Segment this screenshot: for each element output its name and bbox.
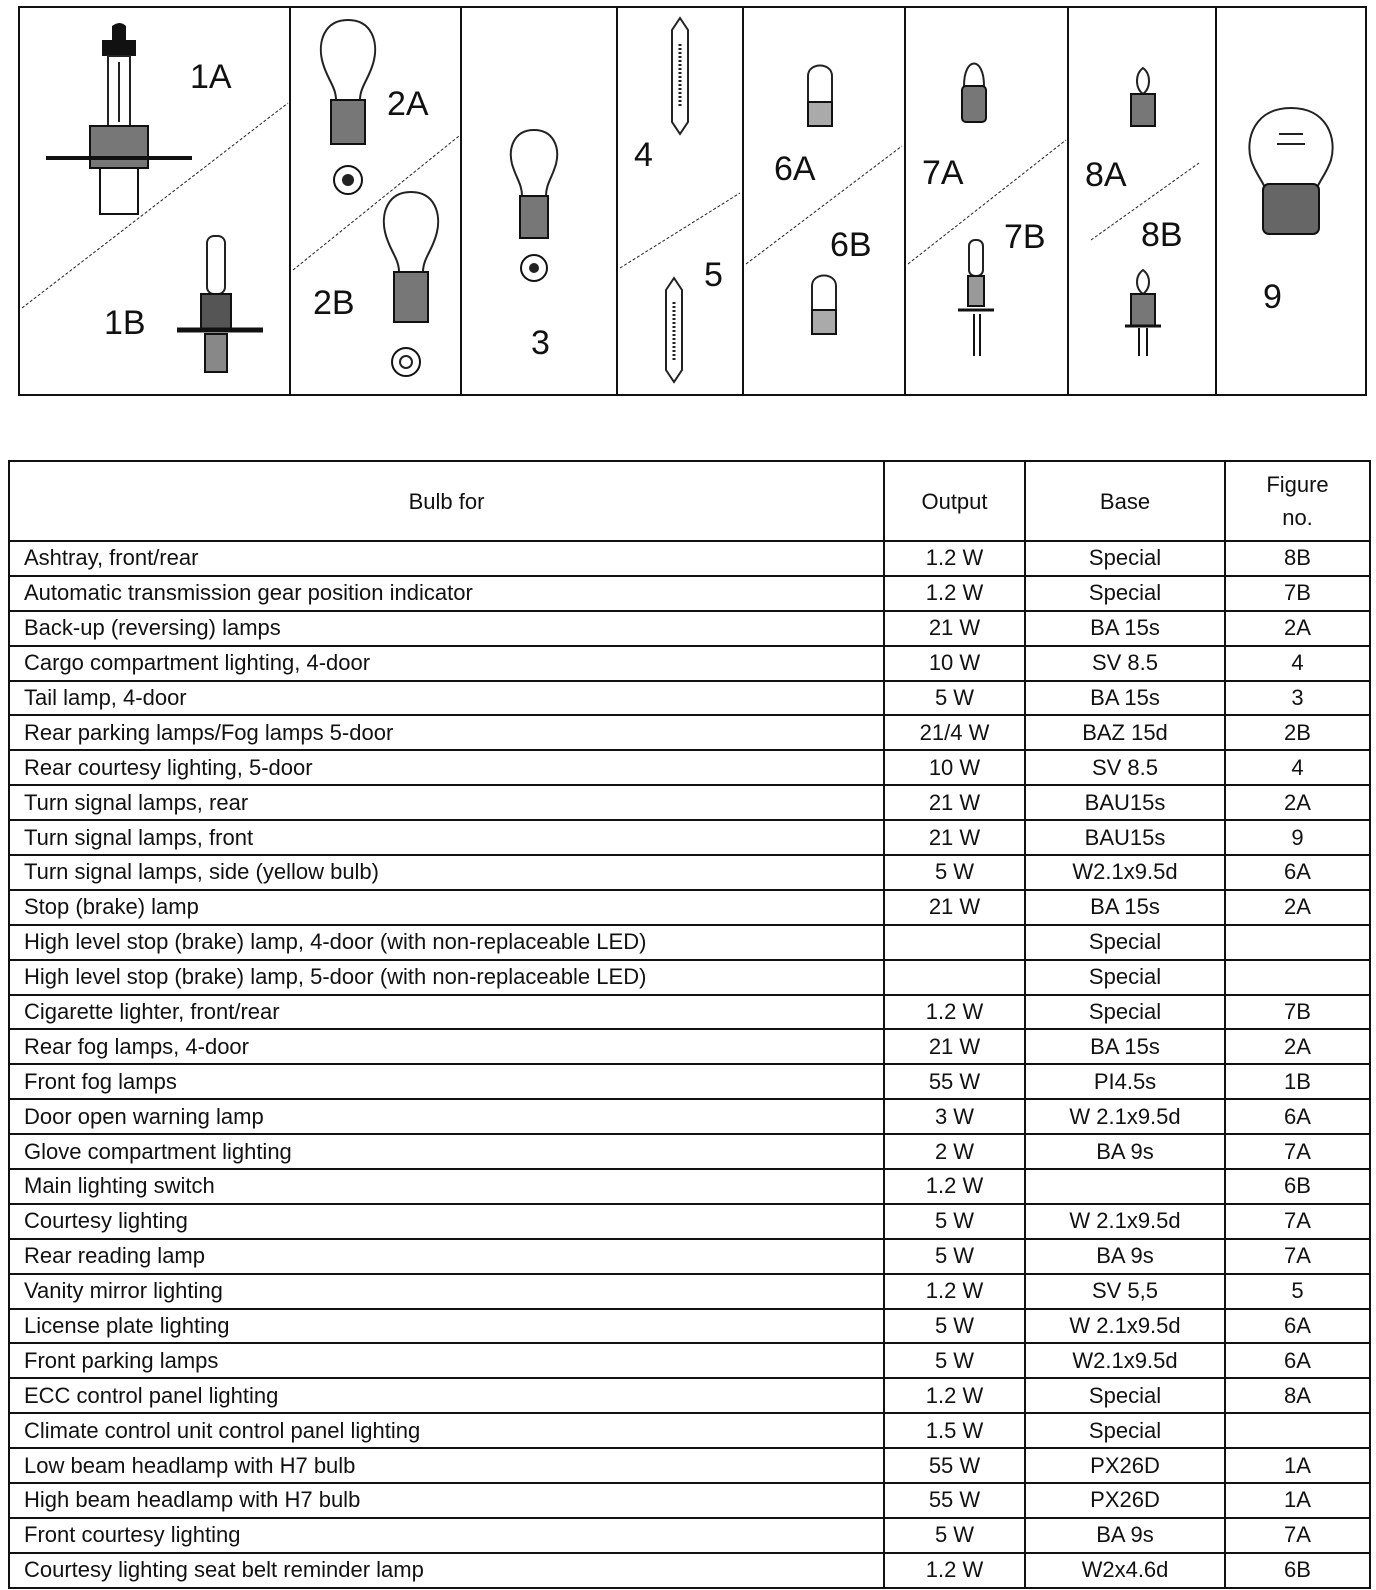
table-row	[9, 995, 1370, 1030]
cell-base: W2.1x9.5d	[1025, 1343, 1225, 1378]
cell-base: BA 15s	[1025, 1029, 1225, 1064]
cell-base: BA 15s	[1025, 681, 1225, 716]
bulb-7a-icon	[956, 52, 992, 128]
cell-output: 21 W	[884, 890, 1025, 925]
figure-cell-4	[618, 8, 744, 394]
bulb-6a-icon	[800, 52, 840, 132]
bulb-8b-icon	[1121, 266, 1165, 361]
figure-label-3: 3	[531, 324, 550, 362]
bulb-6b-icon	[804, 264, 844, 344]
table-row	[9, 1343, 1370, 1378]
bulb-7b-icon	[956, 236, 996, 361]
cell-figure-no: 2A	[1225, 611, 1370, 646]
bulb-4-icon	[660, 16, 700, 136]
cell-bulb-for: Rear courtesy lighting, 5-door	[9, 750, 884, 785]
bulb-figure-strip	[18, 6, 1367, 396]
cell-bulb-for: High beam headlamp with H7 bulb	[9, 1483, 884, 1518]
figure-label-7b: 7B	[1004, 218, 1046, 256]
cell-base: BA 9s	[1025, 1518, 1225, 1553]
cell-bulb-for: High level stop (brake) lamp, 4-door (with non-replaceable LED)	[9, 925, 884, 960]
cell-output: 21 W	[884, 785, 1025, 820]
table-row	[9, 1518, 1370, 1553]
table-header-row	[9, 461, 1370, 541]
cell-figure-no: 8A	[1225, 1378, 1370, 1413]
cell-output: 1.5 W	[884, 1413, 1025, 1448]
figure-label-6a: 6A	[774, 150, 816, 188]
cell-base: W 2.1x9.5d	[1025, 1099, 1225, 1134]
table-row	[9, 925, 1370, 960]
cell-output: 1.2 W	[884, 995, 1025, 1030]
cell-figure-no: 2A	[1225, 1029, 1370, 1064]
bulb-2b-icon	[376, 188, 446, 383]
cell-bulb-for: Main lighting switch	[9, 1169, 884, 1204]
cell-output: 21 W	[884, 820, 1025, 855]
figure-label-2b: 2B	[313, 284, 355, 322]
cell-figure-no: 2B	[1225, 715, 1370, 750]
cell-bulb-for: High level stop (brake) lamp, 5-door (with non-replaceable LED)	[9, 960, 884, 995]
cell-base: W 2.1x9.5d	[1025, 1309, 1225, 1344]
cell-base: BAU15s	[1025, 785, 1225, 820]
table-row	[9, 681, 1370, 716]
cell-output: 5 W	[884, 1239, 1025, 1274]
table-row	[9, 1413, 1370, 1448]
cell-bulb-for: Back-up (reversing) lamps	[9, 611, 884, 646]
cell-bulb-for: Vanity mirror lighting	[9, 1274, 884, 1309]
table-row	[9, 646, 1370, 681]
cell-output: 5 W	[884, 1518, 1025, 1553]
cell-output: 55 W	[884, 1483, 1025, 1518]
table-row	[9, 890, 1370, 925]
cell-figure-no: 1B	[1225, 1064, 1370, 1099]
cell-base: BA 15s	[1025, 890, 1225, 925]
cell-bulb-for: Low beam headlamp with H7 bulb	[9, 1448, 884, 1483]
figure-label-2a: 2A	[387, 85, 429, 123]
bulb-3-icon	[504, 126, 564, 296]
cell-base	[1025, 1169, 1225, 1204]
cell-bulb-for: Turn signal lamps, rear	[9, 785, 884, 820]
cell-bulb-for: Rear reading lamp	[9, 1239, 884, 1274]
cell-bulb-for: Climate control unit control panel lighting	[9, 1413, 884, 1448]
cell-figure-no: 2A	[1225, 890, 1370, 925]
cell-figure-no: 2A	[1225, 785, 1370, 820]
cell-output: 55 W	[884, 1064, 1025, 1099]
figure-cell-1	[20, 8, 291, 394]
bulb-5-icon	[654, 276, 694, 386]
cell-output: 1.2 W	[884, 1378, 1025, 1413]
cell-figure-no: 7A	[1225, 1239, 1370, 1274]
cell-base: Special	[1025, 960, 1225, 995]
figure-cell-9	[1217, 8, 1365, 394]
cell-output	[884, 960, 1025, 995]
bulb-2a-icon	[313, 16, 383, 201]
cell-bulb-for: Front fog lamps	[9, 1064, 884, 1099]
cell-base: PX26D	[1025, 1483, 1225, 1518]
cell-bulb-for: Door open warning lamp	[9, 1099, 884, 1134]
cell-bulb-for: Cargo compartment lighting, 4-door	[9, 646, 884, 681]
cell-base: Special	[1025, 1378, 1225, 1413]
cell-figure-no: 4	[1225, 750, 1370, 785]
table-row	[9, 855, 1370, 890]
figure-cell-7	[906, 8, 1069, 394]
cell-bulb-for: Front parking lamps	[9, 1343, 884, 1378]
table-body	[9, 541, 1370, 1588]
figure-label-8b: 8B	[1141, 216, 1183, 254]
cell-output: 1.2 W	[884, 576, 1025, 611]
cell-figure-no: 7A	[1225, 1204, 1370, 1239]
figure-label-4: 4	[634, 136, 653, 174]
table-row	[9, 1029, 1370, 1064]
cell-figure-no: 4	[1225, 646, 1370, 681]
cell-base: Special	[1025, 995, 1225, 1030]
cell-output: 10 W	[884, 750, 1025, 785]
header-base: Base	[1025, 461, 1225, 541]
cell-output: 55 W	[884, 1448, 1025, 1483]
cell-base: W2x4.6d	[1025, 1553, 1225, 1588]
cell-base: PI4.5s	[1025, 1064, 1225, 1099]
header-figure-no	[1225, 461, 1370, 541]
header-figure-line2: no.	[1282, 505, 1313, 530]
cell-base: BA 9s	[1025, 1134, 1225, 1169]
header-output: Output	[884, 461, 1025, 541]
table-row	[9, 1134, 1370, 1169]
figure-label-9: 9	[1263, 278, 1282, 316]
cell-bulb-for: License plate lighting	[9, 1309, 884, 1344]
cell-base: BA 15s	[1025, 611, 1225, 646]
cell-figure-no: 7B	[1225, 576, 1370, 611]
cell-figure-no	[1225, 960, 1370, 995]
cell-bulb-for: Stop (brake) lamp	[9, 890, 884, 925]
cell-figure-no: 5	[1225, 1274, 1370, 1309]
cell-bulb-for: Front courtesy lighting	[9, 1518, 884, 1553]
cell-bulb-for: Rear fog lamps, 4-door	[9, 1029, 884, 1064]
table-row	[9, 1483, 1370, 1518]
cell-output: 1.2 W	[884, 1169, 1025, 1204]
cell-bulb-for: Tail lamp, 4-door	[9, 681, 884, 716]
table-row	[9, 1553, 1370, 1588]
cell-figure-no: 6B	[1225, 1553, 1370, 1588]
cell-base: Special	[1025, 1413, 1225, 1448]
cell-output: 5 W	[884, 1343, 1025, 1378]
bulb-9-icon	[1243, 104, 1339, 244]
figure-label-7a: 7A	[922, 154, 964, 192]
table-row	[9, 1448, 1370, 1483]
cell-base: Special	[1025, 576, 1225, 611]
figure-label-8a: 8A	[1085, 156, 1127, 194]
table-row	[9, 1239, 1370, 1274]
cell-output: 5 W	[884, 1309, 1025, 1344]
cell-figure-no: 7A	[1225, 1134, 1370, 1169]
table-row	[9, 820, 1370, 855]
table-row	[9, 1309, 1370, 1344]
figure-cell-2	[291, 8, 462, 394]
cell-figure-no	[1225, 1413, 1370, 1448]
table-row	[9, 541, 1370, 576]
figure-cell-6	[744, 8, 906, 394]
cell-base: SV 5,5	[1025, 1274, 1225, 1309]
table-row	[9, 611, 1370, 646]
table-row	[9, 1274, 1370, 1309]
cell-output: 21/4 W	[884, 715, 1025, 750]
cell-figure-no: 9	[1225, 820, 1370, 855]
cell-output	[884, 925, 1025, 960]
cell-bulb-for: ECC control panel lighting	[9, 1378, 884, 1413]
cell-output: 5 W	[884, 855, 1025, 890]
bulb-specification-table	[8, 460, 1371, 1589]
figure-cell-3	[462, 8, 618, 394]
figure-cell-8	[1069, 8, 1217, 394]
figure-label-6b: 6B	[830, 226, 872, 264]
figure-label-1b: 1B	[104, 304, 146, 342]
cell-base: Special	[1025, 541, 1225, 576]
header-bulb-for: Bulb for	[9, 461, 884, 541]
cell-output: 2 W	[884, 1134, 1025, 1169]
cell-bulb-for: Ashtray, front/rear	[9, 541, 884, 576]
cell-output: 3 W	[884, 1099, 1025, 1134]
table-row	[9, 1378, 1370, 1413]
cell-bulb-for: Rear parking lamps/Fog lamps 5-door	[9, 715, 884, 750]
table-row	[9, 576, 1370, 611]
figure-label-1a: 1A	[190, 58, 232, 96]
cell-base: PX26D	[1025, 1448, 1225, 1483]
cell-base: W 2.1x9.5d	[1025, 1204, 1225, 1239]
cell-output: 21 W	[884, 1029, 1025, 1064]
table-row	[9, 750, 1370, 785]
cell-output: 1.2 W	[884, 1553, 1025, 1588]
table-row	[9, 715, 1370, 750]
bulb-1b-icon	[175, 230, 265, 380]
cell-figure-no: 1A	[1225, 1483, 1370, 1518]
cell-figure-no: 6A	[1225, 1309, 1370, 1344]
cell-figure-no: 1A	[1225, 1448, 1370, 1483]
cell-bulb-for: Courtesy lighting seat belt reminder lamp	[9, 1553, 884, 1588]
table-row	[9, 960, 1370, 995]
cell-base: SV 8.5	[1025, 646, 1225, 681]
cell-output: 5 W	[884, 1204, 1025, 1239]
table-row	[9, 785, 1370, 820]
cell-output: 5 W	[884, 681, 1025, 716]
cell-bulb-for: Turn signal lamps, side (yellow bulb)	[9, 855, 884, 890]
cell-output: 10 W	[884, 646, 1025, 681]
cell-figure-no: 8B	[1225, 541, 1370, 576]
cell-figure-no: 6A	[1225, 1343, 1370, 1378]
bulb-1a-icon	[42, 18, 192, 218]
header-figure-line1: Figure	[1266, 472, 1329, 497]
cell-base: W2.1x9.5d	[1025, 855, 1225, 890]
cell-figure-no: 6A	[1225, 1099, 1370, 1134]
cell-output: 1.2 W	[884, 1274, 1025, 1309]
table-row	[9, 1099, 1370, 1134]
cell-base: SV 8.5	[1025, 750, 1225, 785]
cell-output: 1.2 W	[884, 541, 1025, 576]
cell-bulb-for: Automatic transmission gear position indicator	[9, 576, 884, 611]
cell-figure-no	[1225, 925, 1370, 960]
cell-base: BA 9s	[1025, 1239, 1225, 1274]
cell-base: Special	[1025, 925, 1225, 960]
cell-figure-no: 7B	[1225, 995, 1370, 1030]
cell-figure-no: 6B	[1225, 1169, 1370, 1204]
cell-output: 21 W	[884, 611, 1025, 646]
cell-bulb-for: Turn signal lamps, front	[9, 820, 884, 855]
table-row	[9, 1064, 1370, 1099]
cell-base: BAU15s	[1025, 820, 1225, 855]
cell-figure-no: 7A	[1225, 1518, 1370, 1553]
bulb-8a-icon	[1123, 64, 1163, 134]
table-row	[9, 1169, 1370, 1204]
cell-bulb-for: Glove compartment lighting	[9, 1134, 884, 1169]
cell-figure-no: 6A	[1225, 855, 1370, 890]
cell-bulb-for: Cigarette lighter, front/rear	[9, 995, 884, 1030]
cell-base: BAZ 15d	[1025, 715, 1225, 750]
table-row	[9, 1204, 1370, 1239]
figure-label-5: 5	[704, 256, 723, 294]
cell-bulb-for: Courtesy lighting	[9, 1204, 884, 1239]
cell-figure-no: 3	[1225, 681, 1370, 716]
